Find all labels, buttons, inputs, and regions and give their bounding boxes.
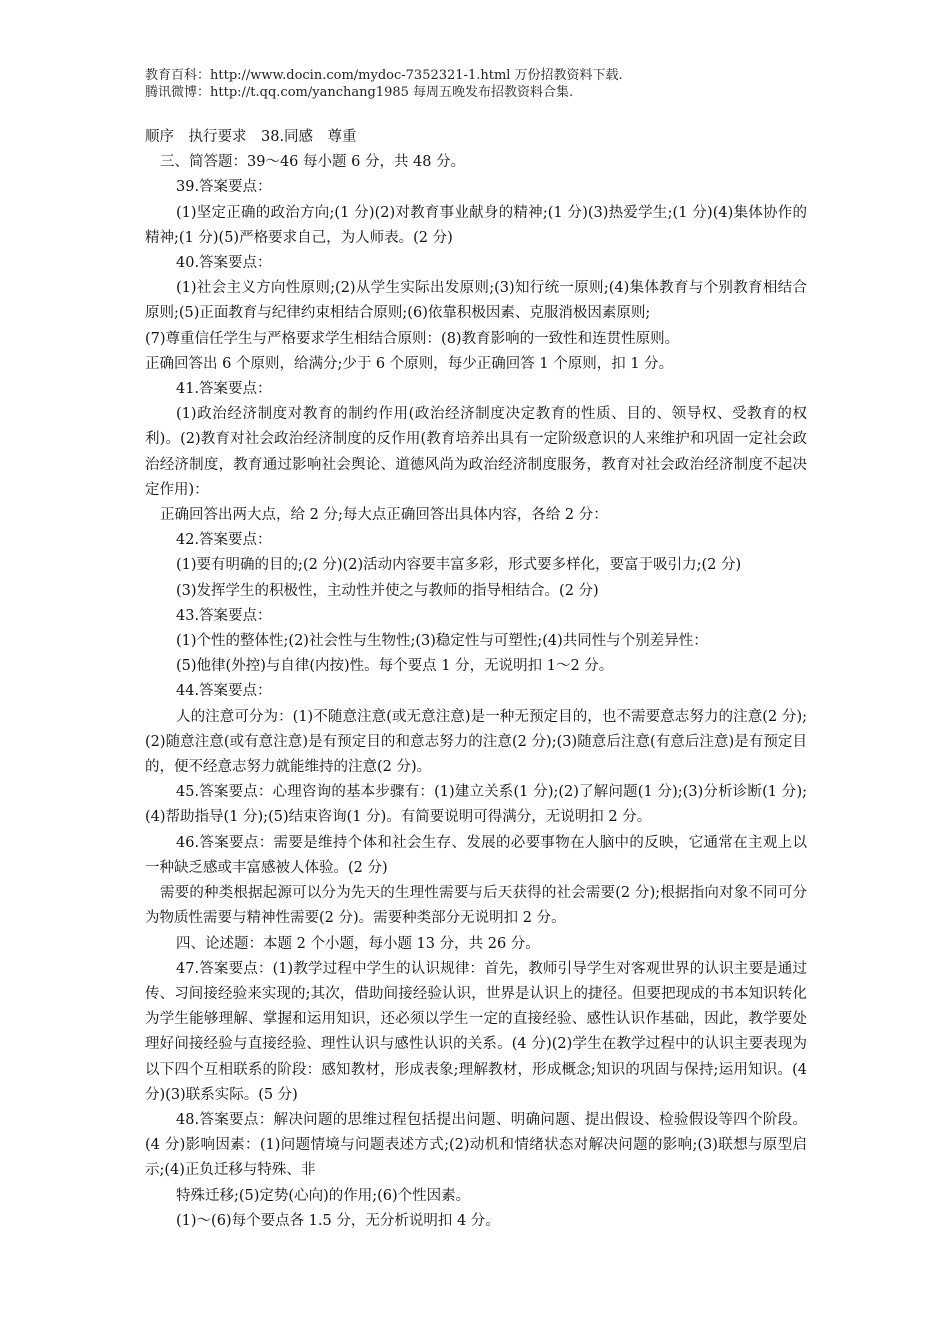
header-line-docin: 教育百科：http://www.docin.com/mydoc-7352321-1.html 万份招教资料下载. — [145, 68, 623, 83]
answer-43-content: (1)个性的整体性;(2)社会性与生物性;(3)稳定性与可塑性;(4)共同性与个别差异性： — [176, 633, 708, 650]
header-line-weibo: 腾讯微博：http://t.qq.com/yanchang1985 每周五晚发布招教资料合集. — [145, 85, 574, 100]
answer-40-content-cont: (7)尊重信任学生与严格要求学生相结合原则：(8)教育影响的一致性和连贯性原则。 — [145, 330, 680, 347]
answer-46-content: 46.答案要点：需要是维持个体和社会生存、发展的必要事物在人脑中的反映，它通常在主观上以一种缺乏感或丰富感被人体验。(2 分) — [145, 834, 807, 876]
answer-40-heading: 40.答案要点： — [176, 255, 272, 272]
answer-45-content: 45.答案要点：心理咨询的基本步骤有：(1)建立关系(1 分);(2)了解问题(1 分);(3)分析诊断(1 分);(4)帮助指导(1 分);(5)结束咨询(1 分)。有简要说明可得满分，无说明扣 2 分。 — [145, 784, 807, 826]
answer-48-content-cont: 特殊迁移;(5)定势(心向)的作用;(6)个性因素。 — [176, 1187, 471, 1204]
answer-key-body — [145, 125, 807, 1234]
answer-41-content: (1)政治经济制度对教育的制约作用(政治经济制度决定教育的性质、目的、领导权、受教育的权利)。(2)教育对社会政治经济制度的反作用(教育培养出具有一定阶级意识的人来维护和巩固一定社会政治经济制度，教育通过影响社会舆论、道德风尚为政治经济制度服务，教育对社会政治经济制度不起决定作用)： — [145, 406, 807, 498]
answer-40-content: (1)社会主义方向性原则;(2)从学生实际出发原则;(3)知行统一原则;(4)集体教育与个别教育相结合原则;(5)正面教育与纪律约束相结合原则;(6)依靠积极因素、克服消极因素原则; — [145, 280, 807, 322]
section-heading-short-answer: 三、简答题：39～46 每小题 6 分，共 48 分。 — [160, 154, 466, 171]
answer-43-heading: 43.答案要点： — [176, 607, 272, 624]
answer-48-scoring: (1)～(6)每个要点各 1.5 分，无分析说明扣 4 分。 — [176, 1212, 500, 1229]
answer-39-content: (1)坚定正确的政治方向;(1 分)(2)对教育事业献身的精神;(1 分)(3)热爱学生;(1 分)(4)集体协作的精神;(1 分)(5)严格要求自己，为人师表。(2 分) — [145, 204, 807, 246]
answer-42-content: (1)要有明确的目的;(2 分)(2)活动内容要丰富多彩，形式要多样化，要富于吸引力;(2 分) — [176, 557, 742, 574]
answer-42-heading: 42.答案要点： — [176, 532, 272, 549]
answer-44-content: 人的注意可分为：(1)不随意注意(或无意注意)是一种无预定目的，也不需要意志努力的注意(2 分);(2)随意注意(或有意注意)是有预定目的和意志努力的注意(2 分);(3)随意后注意(有意后注意)是有预定目的，便不经意志努力就能维持的注意(2 分)。 — [145, 708, 807, 776]
answer-39-heading: 39.答案要点： — [176, 179, 272, 196]
answer-41-scoring: 正确回答出两大点，给 2 分;每大点正确回答出具体内容，各给 2 分： — [160, 507, 608, 524]
answer-42-content-cont: (3)发挥学生的积极性，主动性并使之与教师的指导相结合。(2 分) — [176, 582, 599, 599]
paragraph-fill-in-answers: 顺序 执行要求 38.同感 尊重 — [145, 129, 357, 145]
answer-47-content: 47.答案要点：(1)教学过程中学生的认识规律：首先，教师引导学生对客观世界的认识主要是通过传、习间接经验来实现的;其次，借助间接经验认识，世界是认识上的捷径。但要把现成的书本知识转化为学生能够理解、掌握和运用知识，还必须以学生一定的直接经验、感性认识作基础，因此，教学要处理好间接经验与直接经验、理性认识与感性认识的关系。(4 分)(2)学生在教学过程中的认识主要表现为以下四个互相联系的阶段：感知教材，形成表象;理解教材，形成概念;知识的巩固与保持;运用知识。(4 分)(3)联系实际。(5 分) — [145, 960, 807, 1103]
answer-48-content: 48.答案要点：解决问题的思维过程包括提出问题、明确问题、提出假设、检验假设等四个阶段。(4 分)影响因素：(1)问题情境与问题表述方式;(2)动机和情绪状态对解决问题的影响;(3)联想与原型启示;(4)正负迁移与特殊、非 — [145, 1111, 807, 1179]
section-heading-essay: 四、论述题：本题 2 个小题，每小题 13 分，共 26 分。 — [176, 935, 540, 952]
answer-40-scoring: 正确回答出 6 个原则，给满分;少于 6 个原则，每少正确回答 1 个原则，扣 1 分。 — [145, 355, 674, 372]
answer-41-heading: 41.答案要点： — [176, 381, 272, 398]
answer-46-types: 需要的种类根据起源可以分为先天的生理性需要与后天获得的社会需要(2 分);根据指向对象不同可分为物质性需要与精神性需要(2 分)。需要种类部分无说明扣 2 分。 — [145, 885, 807, 927]
answer-44-heading: 44.答案要点： — [176, 683, 272, 700]
answer-43-content-cont: (5)他律(外控)与自律(内按)性。每个要点 1 分，无说明扣 1～2 分。 — [176, 658, 614, 675]
page-header — [145, 67, 845, 101]
